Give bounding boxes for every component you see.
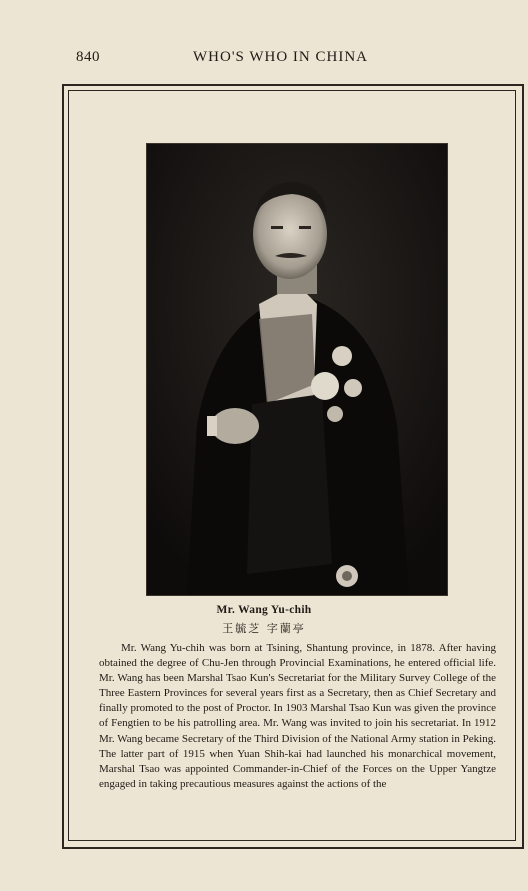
biography-text	[99, 641, 496, 792]
biography-paragraph: Mr. Wang Yu-chih was born at Tsining, Shantung province, in 1878. After having obtained the degree of Chu-Jen through Provincial Examinations, he entered official life. Mr. Wang has been Marshal Tsao Kun's Secretariat for the Military Survey College of the Three Eastern Provinces for several years first as a Secretary, then as Chief Secretary and finally promoted to the post of Proctor. In 1903 Marshal Tsao Kun was given the province of Fengtien to be his patrolling area. Mr. Wang was invited to join his secretariat. In 1912 Mr. Wang became Secretary of the Third Division of the National Army station in Peking. The latter part of 1915 when Yuan Shih-kai had launched his monarchical movement, Marshal Tsao was appointed Commander-in-Chief of the Forces on the Upper Yangtze engaged in taking precautious measures against the actions of the	[99, 642, 496, 790]
running-title: WHO'S WHO IN CHINA	[193, 49, 368, 65]
portrait-photo	[146, 143, 448, 596]
page-number: 840	[76, 49, 100, 65]
portrait-caption-chinese: 王毓芝 字蘭亭	[222, 622, 306, 635]
portrait-caption-name: Mr. Wang Yu-chih	[216, 604, 312, 616]
